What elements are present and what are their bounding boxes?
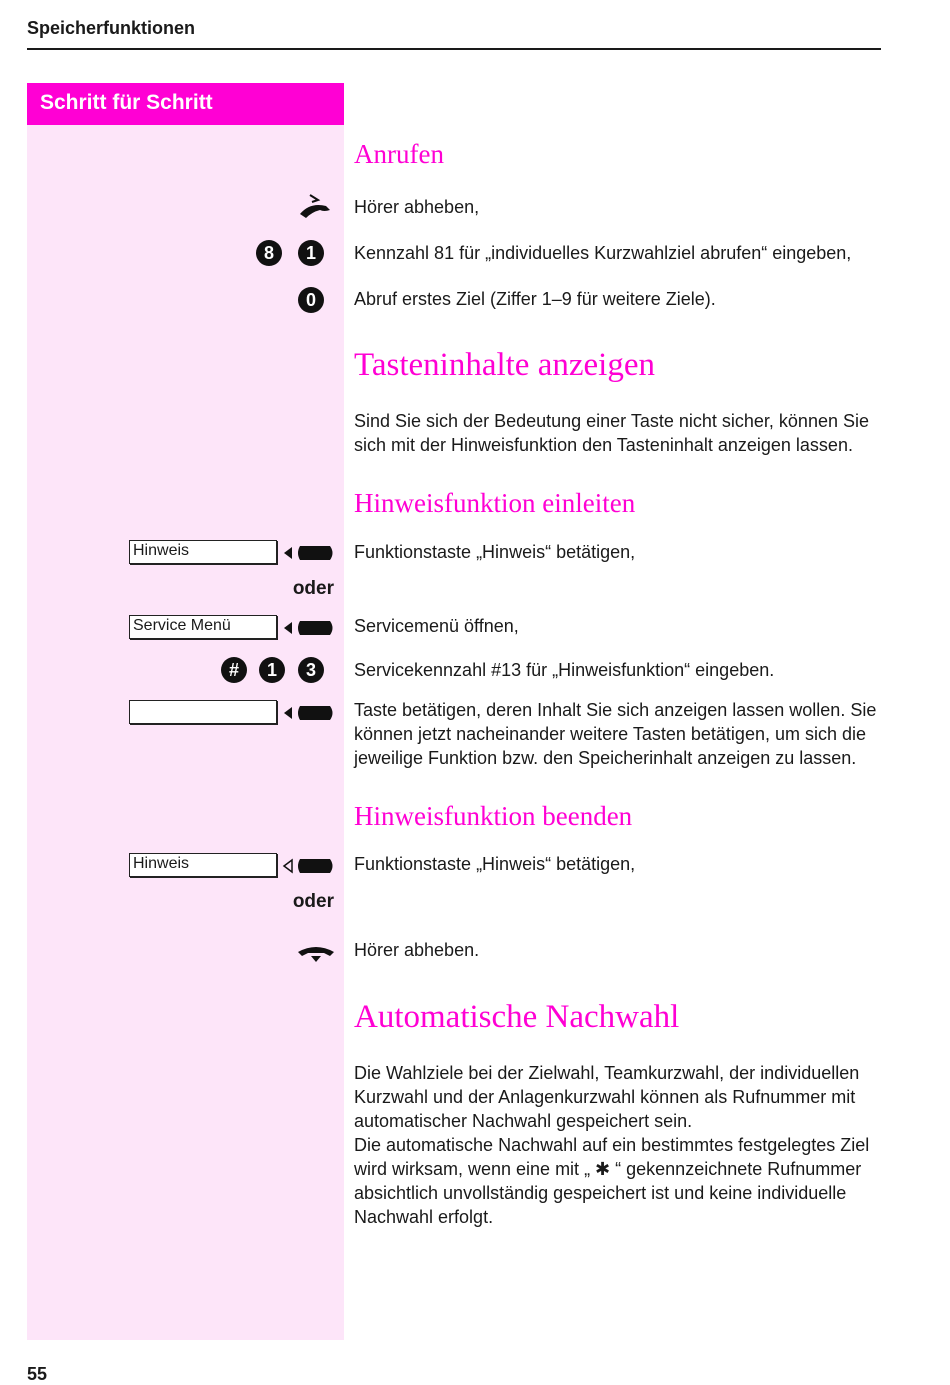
key-digit-icon: # [221,657,247,683]
step-text: Taste betätigen, deren Inhalt Sie sich anzeigen lassen wollen. Sie können jetzt nacheinander weitere Tasten betätigen, um sich die jeweilige Funktion bzw. den Speicherinhalt anzeigen zu lassen. [354,700,877,768]
key-pressed-icon [282,618,336,638]
heading-nachwahl: Automatische Nachwahl [354,999,680,1035]
function-key-blank [129,700,277,724]
step-text: Funktionstaste „Hinweis“ betätigen, [354,854,636,874]
function-key-hinweis [129,540,277,564]
running-header: Speicherfunktionen [27,18,196,38]
function-key-label: Hinweis [133,542,190,559]
heading-tasteninhalte: Tasteninhalte anzeigen [354,347,655,383]
function-key-service-menu [129,615,277,639]
paragraph: Die Wahlziele bei der Zielwahl, Teamkurzwahl, der individuellen Kurzwahl und der Anlagenkurzwahl können als Rufnummer mit automatischer Nachwahl gespeichert sein. [354,1063,860,1131]
key-pressed-icon [282,543,336,563]
heading-einleiten: Hinweisfunktion einleiten [354,488,636,518]
oder-label: oder [292,578,334,599]
paragraph: Die automatische Nachwahl auf ein bestimmtes festgelegtes Ziel wird wirksam, wenn eine mit „ ✱ “ gekennzeichnete Rufnummer absichtlich unvollständig gespeichert ist und keine individuelle Nachwahl erfolgt. [354,1135,870,1227]
step-text: Servicemenü öffnen, [354,616,519,636]
heading-anrufen: Anrufen [354,139,444,169]
step-column-header [27,83,344,125]
step-column-title: Schritt für Schritt [40,91,213,114]
step-text: Funktionstaste „Hinweis“ betätigen, [354,542,636,562]
page-number: 55 [27,1364,48,1384]
handset-lift-icon [296,192,336,222]
step-text: Hörer abheben. [354,940,480,960]
step-text: Kennzahl 81 für „individuelles Kurzwahlziel abrufen“ eingeben, [354,243,852,263]
key-digit-icon: 3 [298,657,324,683]
handset-hangup-icon [296,940,336,964]
function-key-hinweis [129,853,277,877]
function-key-label: Service Menü [133,617,231,634]
key-digit-icon: 1 [259,657,285,683]
oder-label: oder [292,891,334,912]
key-digit-icon: 0 [298,287,324,313]
step-text: Abruf erstes Ziel (Ziffer 1–9 für weitere Ziele). [354,289,716,309]
heading-beenden: Hinweisfunktion beenden [354,801,633,831]
key-pressed-icon [282,703,336,723]
intro-text: Sind Sie sich der Bedeutung einer Taste nicht sicher, können Sie sich mit der Hinweisfunktion den Tasteninhalt anzeigen lassen. [354,411,869,455]
step-text: Servicekennzahl #13 für „Hinweisfunktion“ eingeben. [354,660,775,680]
key-pressed-icon [282,856,336,876]
step-text: Hörer abheben, [354,197,480,217]
function-key-label: Hinweis [133,855,190,872]
header-rule [27,48,881,50]
key-digit-icon: 8 [256,240,282,266]
key-digit-icon: 1 [298,240,324,266]
